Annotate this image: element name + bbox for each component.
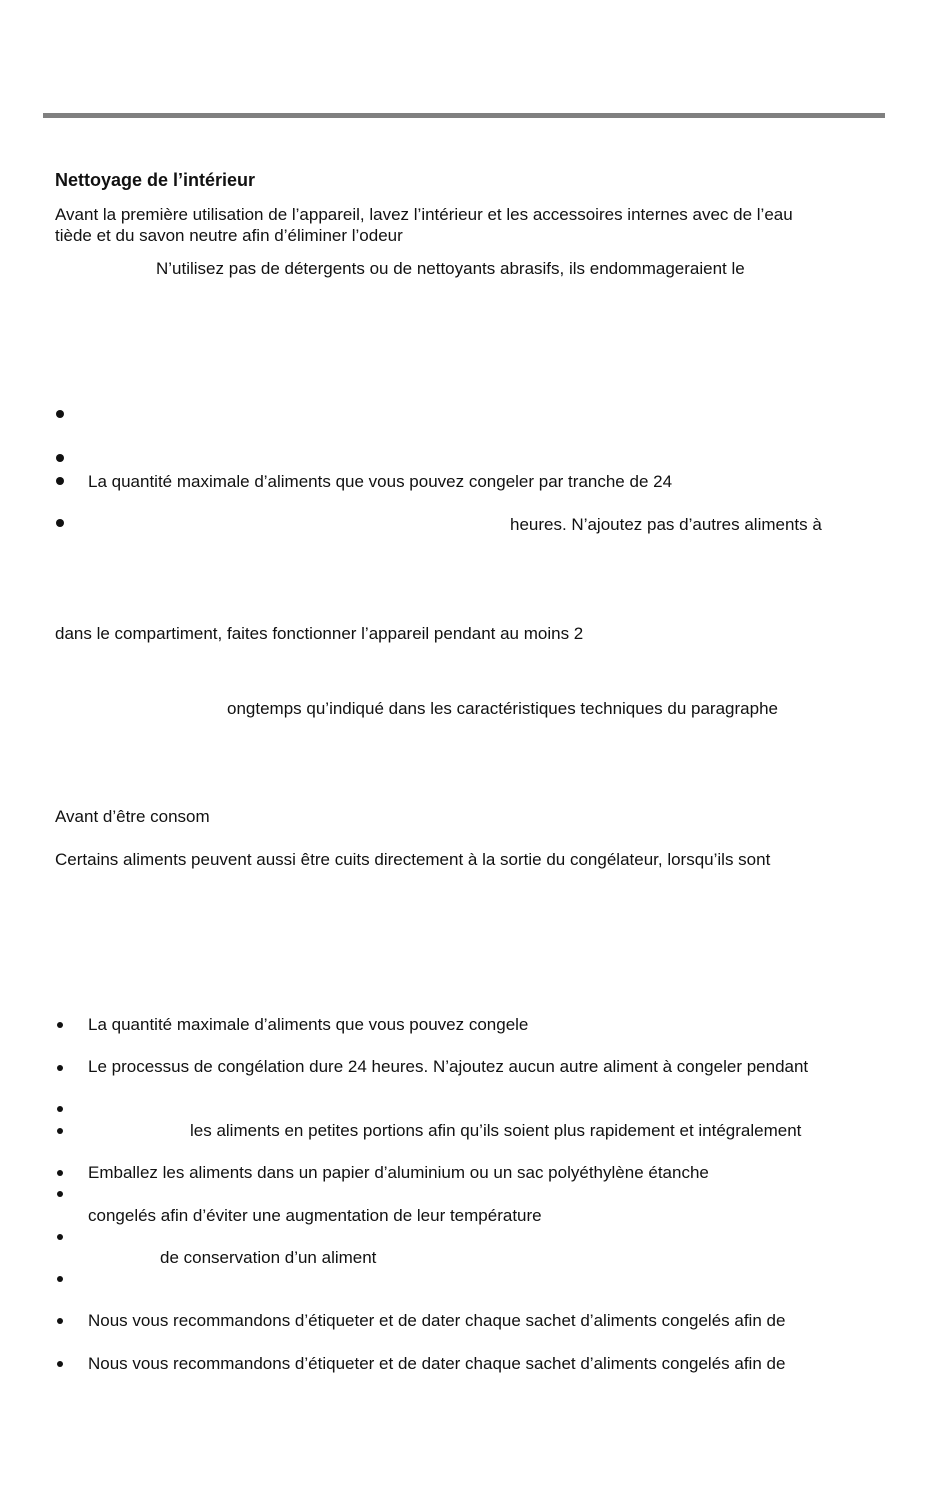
list2-bullet-6 — [57, 1191, 63, 1197]
list2-item-5: Emballez les aliments dans un papier d’aluminium ou un sac polyéthylène étanche — [88, 1163, 709, 1182]
list2-item-6: congelés afin d’éviter une augmentation de leur température — [88, 1206, 542, 1225]
list2-bullet-9 — [57, 1318, 63, 1324]
list2-bullet-10 — [57, 1361, 63, 1367]
list2-bullet-2 — [57, 1065, 63, 1071]
list2-item-2: Le processus de congélation dure 24 heures. N’ajoutez aucun autre aliment à congeler pendant — [88, 1057, 809, 1076]
list2-item-1: La quantité maximale d’aliments que vous pouvez congele — [88, 1015, 529, 1034]
header-rule — [43, 113, 885, 118]
paragraph-4: Certains aliments peuvent aussi être cuits directement à la sortie du congélateur, lorsqu’ils sont — [55, 850, 771, 869]
list2-item-10: Nous vous recommandons d’étiqueter et de dater chaque sachet d’aliments congelés afin de — [88, 1354, 786, 1373]
list2-item-9: Nous vous recommandons d’étiqueter et de dater chaque sachet d’aliments congelés afin de — [88, 1311, 786, 1330]
intro-text-line-2: tiède et du savon neutre afin d’éliminer l’odeur — [55, 226, 403, 245]
list1-item-3: La quantité maximale d’aliments que vous pouvez congeler par tranche de 24 — [88, 472, 673, 491]
paragraph-3: Avant d’être consom — [55, 807, 210, 826]
warning-text: N’utilisez pas de détergents ou de nettoyants abrasifs, ils endommageraient le — [156, 259, 745, 278]
list2-bullet-4 — [57, 1128, 63, 1134]
list1-bullet-4 — [56, 519, 64, 527]
section-heading: Nettoyage de l’intérieur — [55, 170, 256, 190]
list1-bullet-2 — [56, 454, 64, 462]
list2-bullet-1 — [57, 1022, 63, 1028]
paragraph-2: ongtemps qu’indiqué dans les caractéristiques techniques du paragraphe — [227, 699, 778, 718]
list2-item-4: les aliments en petites portions afin qu’ils soient plus rapidement et intégralement — [190, 1121, 802, 1140]
list1-item-4: heures. N’ajoutez pas d’autres aliments à — [510, 515, 822, 534]
list2-item-7: de conservation d’un aliment — [160, 1248, 377, 1267]
intro-text-line-1: Avant la première utilisation de l’appareil, lavez l’intérieur et les accessoires internes avec de l’eau — [55, 205, 793, 224]
list2-bullet-8 — [57, 1276, 63, 1282]
list2-bullet-3 — [57, 1106, 63, 1112]
list2-bullet-7 — [57, 1234, 63, 1240]
paragraph-1: dans le compartiment, faites fonctionner l’appareil pendant au moins 2 — [55, 624, 584, 643]
list1-bullet-1 — [56, 410, 64, 418]
list1-bullet-3 — [56, 477, 64, 485]
list2-bullet-5 — [57, 1170, 63, 1176]
